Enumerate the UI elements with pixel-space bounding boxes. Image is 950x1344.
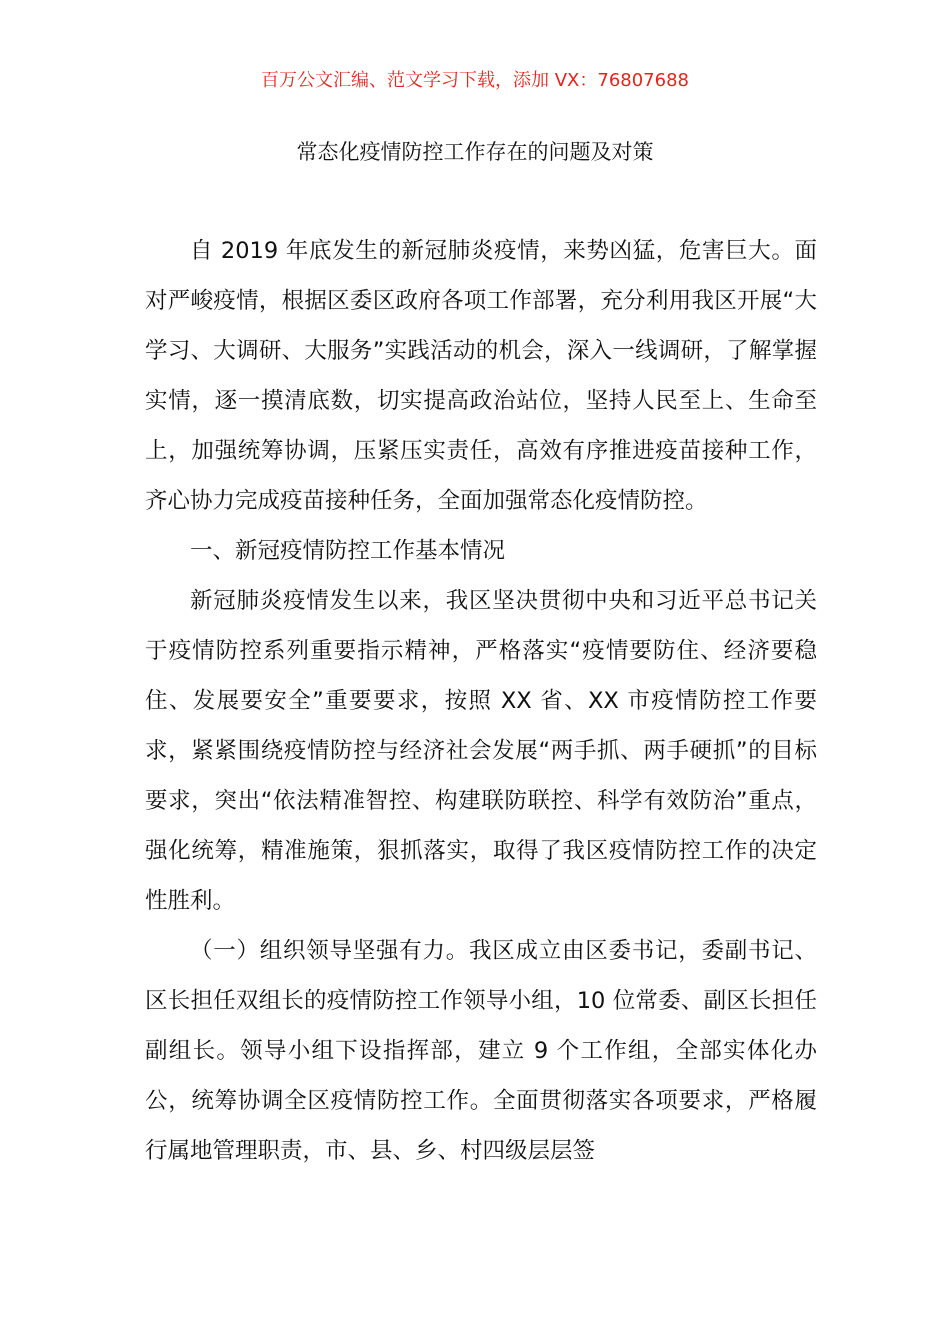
document-title: 常态化疫情防控工作存在的问题及对策 [296, 140, 654, 164]
document-body [145, 226, 817, 1176]
paragraph-organization: （一）组织领导坚强有力。我区成立由区委书记，委副书记、区长担任双组长的疫情防控工作领导小组，10 位常委、副区长担任副组长。领导小组下设指挥部，建立 9 个工作组，全部实体化办公，统筹协调全区疫情防控工作。全面贯彻落实各项要求，严格履行属地管理职责，市、县、乡、村四级层层签 [145, 938, 817, 1164]
header-banner: 百万公文汇编、范文学习下载，添加 VX：76807688 [261, 70, 689, 91]
paragraph-intro: 自 2019 年底发生的新冠肺炎疫情，来势凶猛，危害巨大。面对严峻疫情，根据区委区政府各项工作部署，充分利用我区开展“大学习、大调研、大服务”实践活动的机会，深入一线调研，了解掌握实情，逐一摸清底数，切实提高政治站位，坚持人民至上、生命至上，加强统筹协调，压紧压实责任，高效有序推进疫苗接种工作，齐心协力完成疫苗接种任务，全面加强常态化疫情防控。 [145, 238, 817, 514]
paragraph-situation: 新冠肺炎疫情发生以来，我区坚决贯彻中央和习近平总书记关于疫情防控系列重要指示精神，严格落实“疫情要防住、经济要稳住、发展要安全”重要要求，按照 XX 省、XX 市疫情防控工作要求，紧紧围绕疫情防控与经济社会发展“两手抓、两手硬抓”的目标要求，突出“依法精准智控、构建联防联控、科学有效防治”重点，强化统筹，精准施策，狠抓落实，取得了我区疫情防控工作的决定性胜利。 [145, 588, 817, 914]
section-heading-1: 一、新冠疫情防控工作基本情况 [190, 538, 506, 564]
